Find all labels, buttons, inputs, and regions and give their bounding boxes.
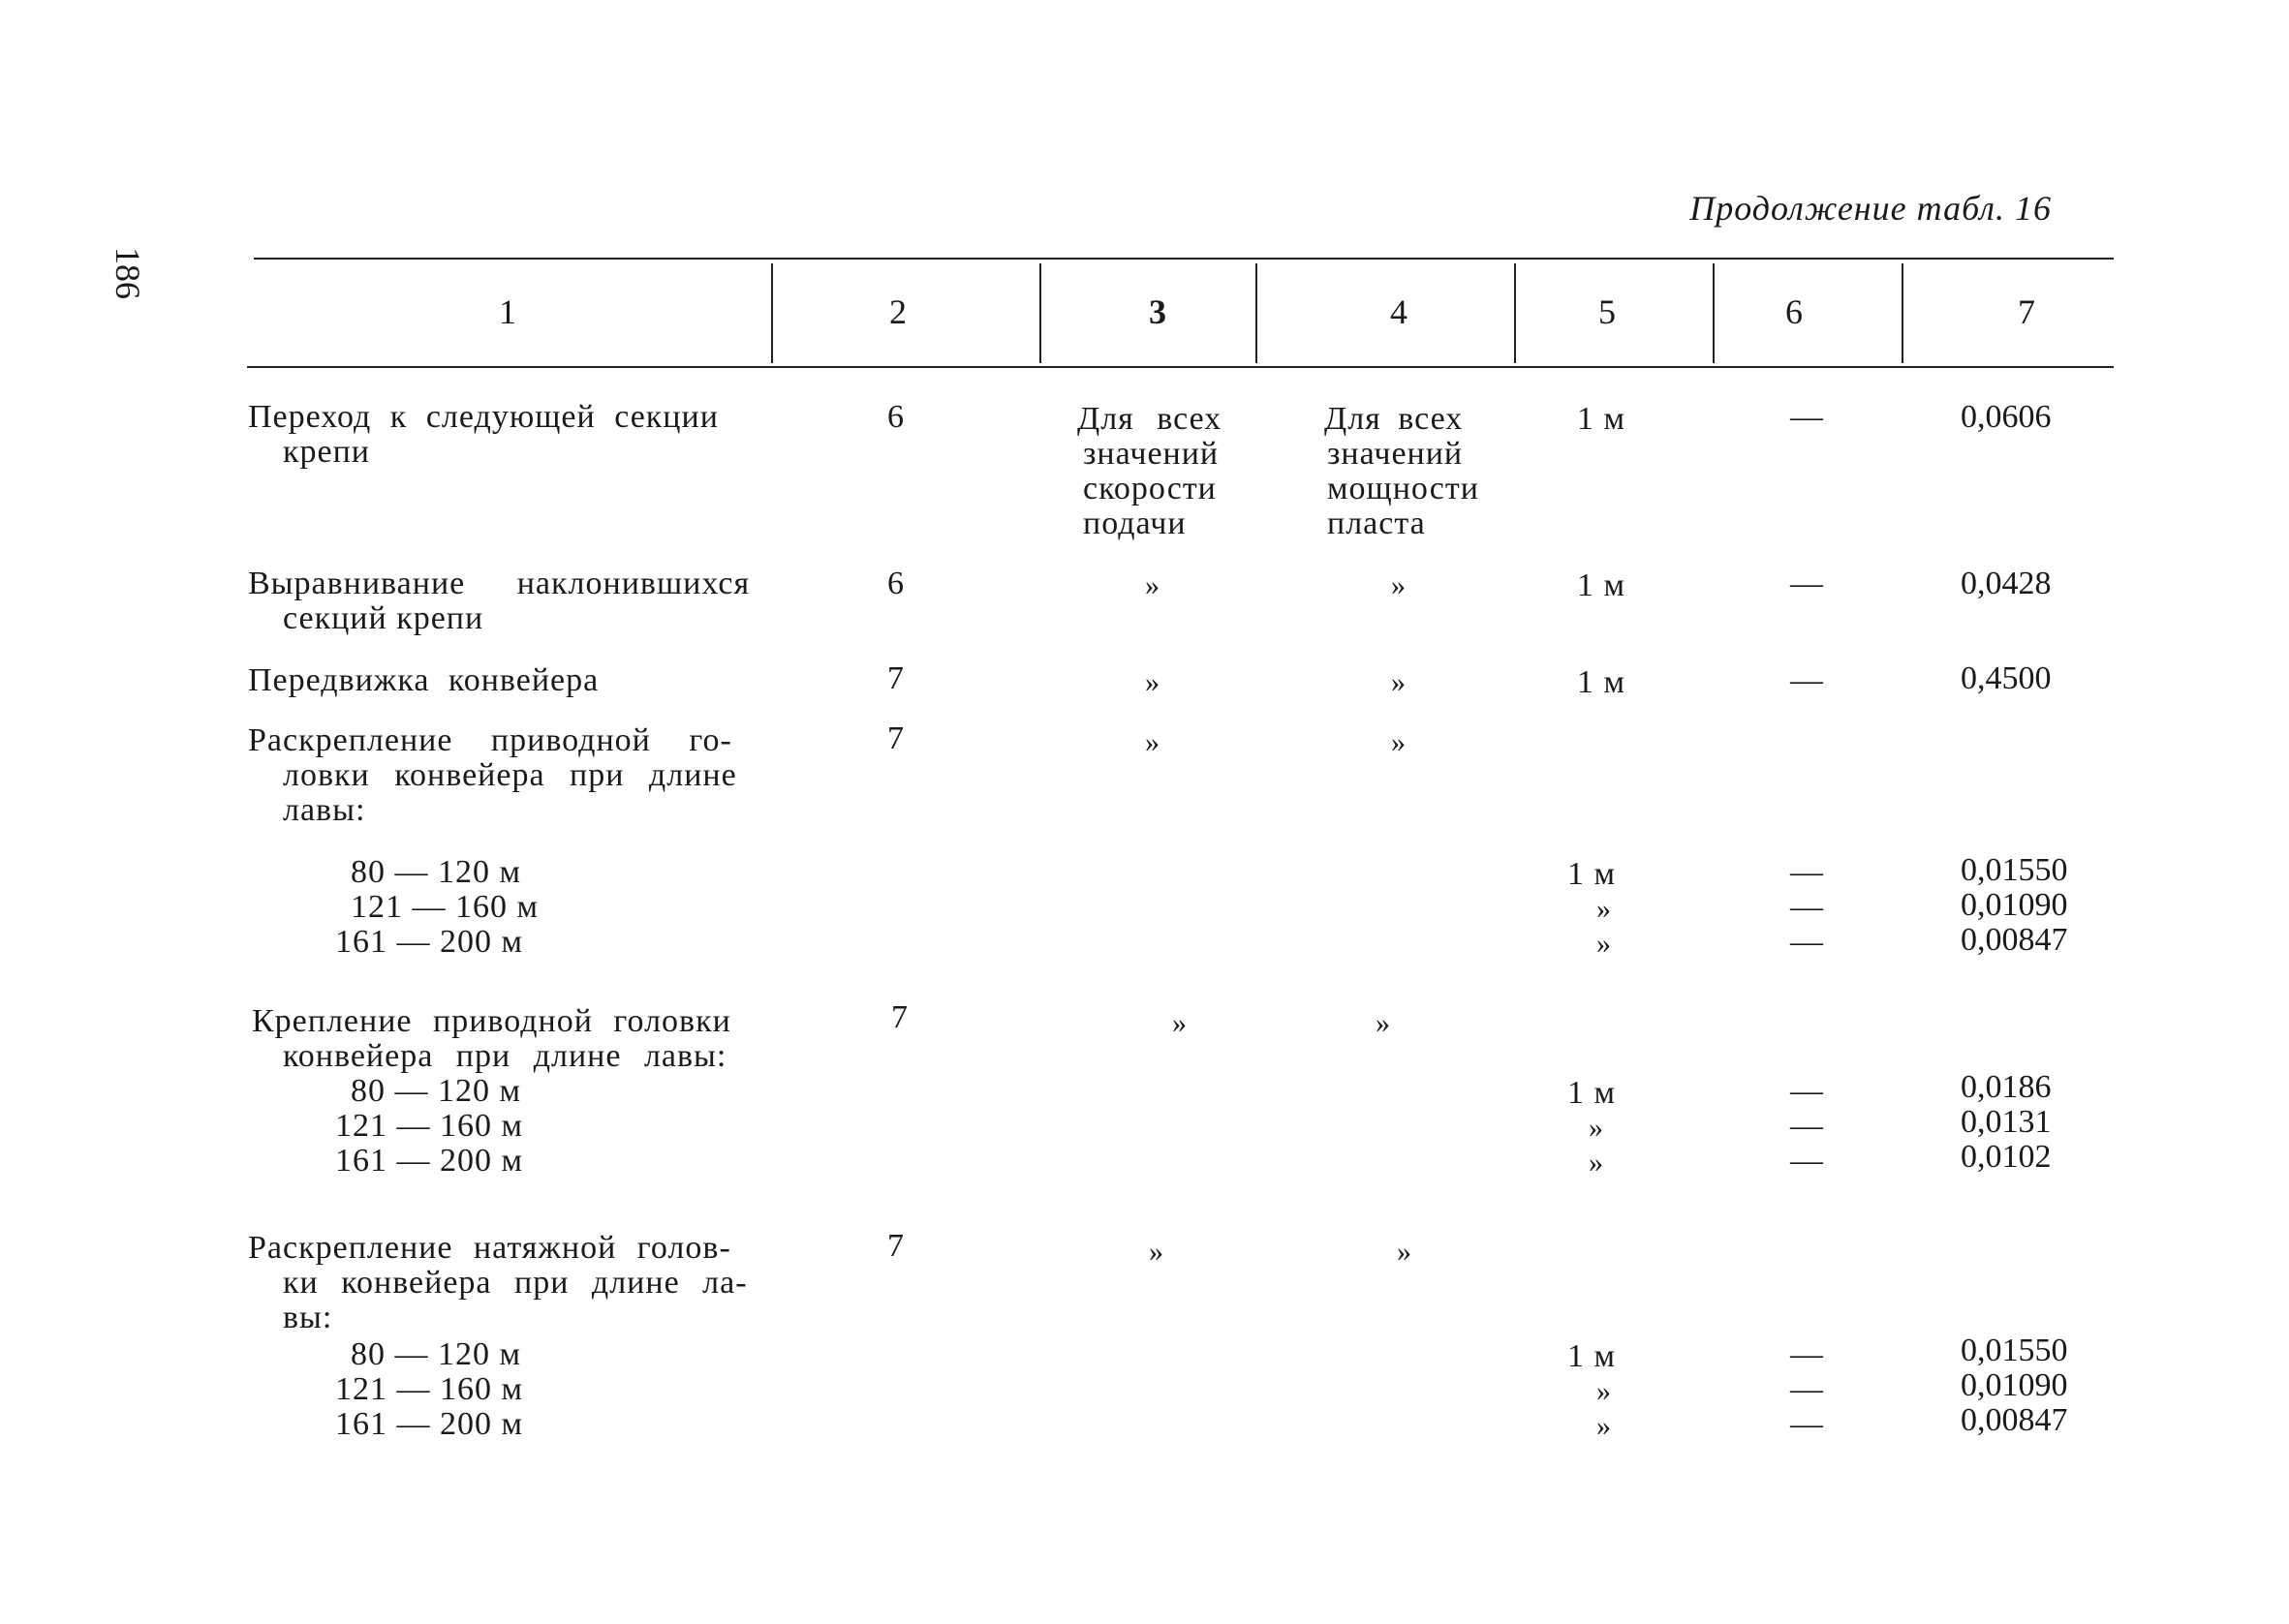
operation-name: вы: xyxy=(283,1300,333,1335)
cell-col2: 7 xyxy=(887,1228,904,1264)
column-header-3: 3 xyxy=(1149,292,1166,331)
column-divider xyxy=(1713,263,1715,363)
length-range: 121 — 160 м xyxy=(351,889,540,925)
operation-name: секций крепи xyxy=(283,600,484,636)
ditto-mark: » xyxy=(1589,1147,1603,1179)
column-header-6: 6 xyxy=(1785,292,1803,331)
operation-name: конвейера при длине лавы: xyxy=(283,1038,727,1074)
cell-col6: — xyxy=(1790,889,1823,925)
ditto-mark: » xyxy=(1596,928,1611,960)
ditto-mark: » xyxy=(1397,1236,1411,1268)
cell-col3: скорости xyxy=(1083,471,1217,506)
length-range: 80 — 120 м xyxy=(351,854,522,890)
ditto-mark: » xyxy=(1376,1007,1390,1039)
cell-col7: 0,0131 xyxy=(1961,1104,2052,1140)
header-bottom-rule xyxy=(247,366,2114,368)
cell-col6: — xyxy=(1790,566,1823,601)
header-top-rule xyxy=(254,258,2114,260)
cell-col6: — xyxy=(1790,1371,1823,1407)
column-header-4: 4 xyxy=(1390,292,1407,331)
cell-col6: — xyxy=(1790,1143,1823,1179)
column-header-1: 1 xyxy=(499,292,516,331)
cell-col6: — xyxy=(1790,1406,1823,1442)
column-header-5: 5 xyxy=(1598,292,1616,331)
ditto-mark: » xyxy=(1589,1112,1603,1144)
cell-col2: 6 xyxy=(887,566,904,601)
operation-name: лавы: xyxy=(283,792,366,828)
ditto-mark: » xyxy=(1391,569,1406,601)
cell-col7: 0,00847 xyxy=(1961,1402,2068,1438)
operation-name: крепи xyxy=(283,434,370,470)
ditto-mark: » xyxy=(1145,569,1160,601)
ditto-mark: » xyxy=(1596,1375,1611,1407)
operation-name: Раскрепление приводной го- xyxy=(248,722,732,758)
operation-name: ки конвейера при длине ла- xyxy=(283,1265,748,1301)
cell-col7: 0,0606 xyxy=(1961,399,2052,435)
cell-col4: Для всех xyxy=(1324,401,1464,437)
cell-col6: — xyxy=(1790,662,1823,698)
operation-name: Выравнивание наклонившихся xyxy=(248,566,751,601)
cell-col7: 0,01090 xyxy=(1961,887,2068,923)
column-divider xyxy=(771,263,773,363)
cell-col5: 1 м xyxy=(1567,856,1617,892)
cell-col3: Для всех xyxy=(1077,401,1222,437)
cell-col6: — xyxy=(1790,399,1823,435)
cell-col5: 1 м xyxy=(1577,401,1626,437)
cell-col2: 7 xyxy=(887,660,904,696)
cell-col6: — xyxy=(1790,1073,1823,1109)
column-divider xyxy=(1902,263,1903,363)
length-range: 161 — 200 м xyxy=(335,1406,524,1442)
ditto-mark: » xyxy=(1172,1007,1187,1039)
table-caption: Продолжение табл. 16 xyxy=(1689,189,2052,228)
ditto-mark: » xyxy=(1596,1410,1611,1442)
length-range: 121 — 160 м xyxy=(335,1108,524,1144)
cell-col4: пласта xyxy=(1327,506,1426,541)
ditto-mark: » xyxy=(1391,666,1406,698)
ditto-mark: » xyxy=(1596,893,1611,925)
cell-col2: 7 xyxy=(891,999,908,1035)
cell-col3: подачи xyxy=(1083,506,1187,541)
column-header-7: 7 xyxy=(2018,292,2035,331)
cell-col7: 0,0186 xyxy=(1961,1069,2052,1105)
length-range: 161 — 200 м xyxy=(335,924,524,960)
length-range: 161 — 200 м xyxy=(335,1143,524,1179)
ditto-mark: » xyxy=(1145,726,1160,758)
ditto-mark: » xyxy=(1145,666,1160,698)
cell-col6: — xyxy=(1790,1108,1823,1144)
column-header-2: 2 xyxy=(889,292,907,331)
cell-col6: — xyxy=(1790,1336,1823,1372)
cell-col6: — xyxy=(1790,854,1823,890)
column-divider xyxy=(1255,263,1257,363)
cell-col7: 0,0102 xyxy=(1961,1139,2052,1175)
cell-col3: значений xyxy=(1083,436,1220,472)
cell-col2: 6 xyxy=(887,399,904,435)
cell-col7: 0,4500 xyxy=(1961,660,2052,696)
operation-name: ловки конвейера при длине xyxy=(283,757,737,793)
ditto-mark: » xyxy=(1149,1236,1163,1268)
column-divider xyxy=(1514,263,1516,363)
cell-col5: 1 м xyxy=(1577,567,1626,603)
cell-col6: — xyxy=(1790,924,1823,960)
cell-col2: 7 xyxy=(887,720,904,756)
ditto-mark: » xyxy=(1391,726,1406,758)
length-range: 80 — 120 м xyxy=(351,1073,522,1109)
cell-col7: 0,00847 xyxy=(1961,922,2068,958)
cell-col7: 0,01550 xyxy=(1961,852,2068,888)
cell-col5: 1 м xyxy=(1567,1338,1617,1374)
cell-col7: 0,01550 xyxy=(1961,1333,2068,1368)
operation-name: Крепление приводной головки xyxy=(252,1003,731,1039)
length-range: 121 — 160 м xyxy=(335,1371,524,1407)
operation-name: Передвижка конвейера xyxy=(248,662,600,698)
cell-col5: 1 м xyxy=(1577,664,1626,700)
length-range: 80 — 120 м xyxy=(351,1336,522,1372)
cell-col4: мощности xyxy=(1327,471,1479,506)
cell-col7: 0,01090 xyxy=(1961,1367,2068,1403)
cell-col5: 1 м xyxy=(1567,1075,1617,1111)
cell-col4: значений xyxy=(1327,436,1464,472)
operation-name: Раскрепление натяжной голов- xyxy=(248,1230,731,1266)
cell-col7: 0,0428 xyxy=(1961,566,2052,601)
page-number: 186 xyxy=(108,247,147,299)
column-divider xyxy=(1039,263,1041,363)
operation-name: Переход к следующей секции xyxy=(248,399,719,435)
